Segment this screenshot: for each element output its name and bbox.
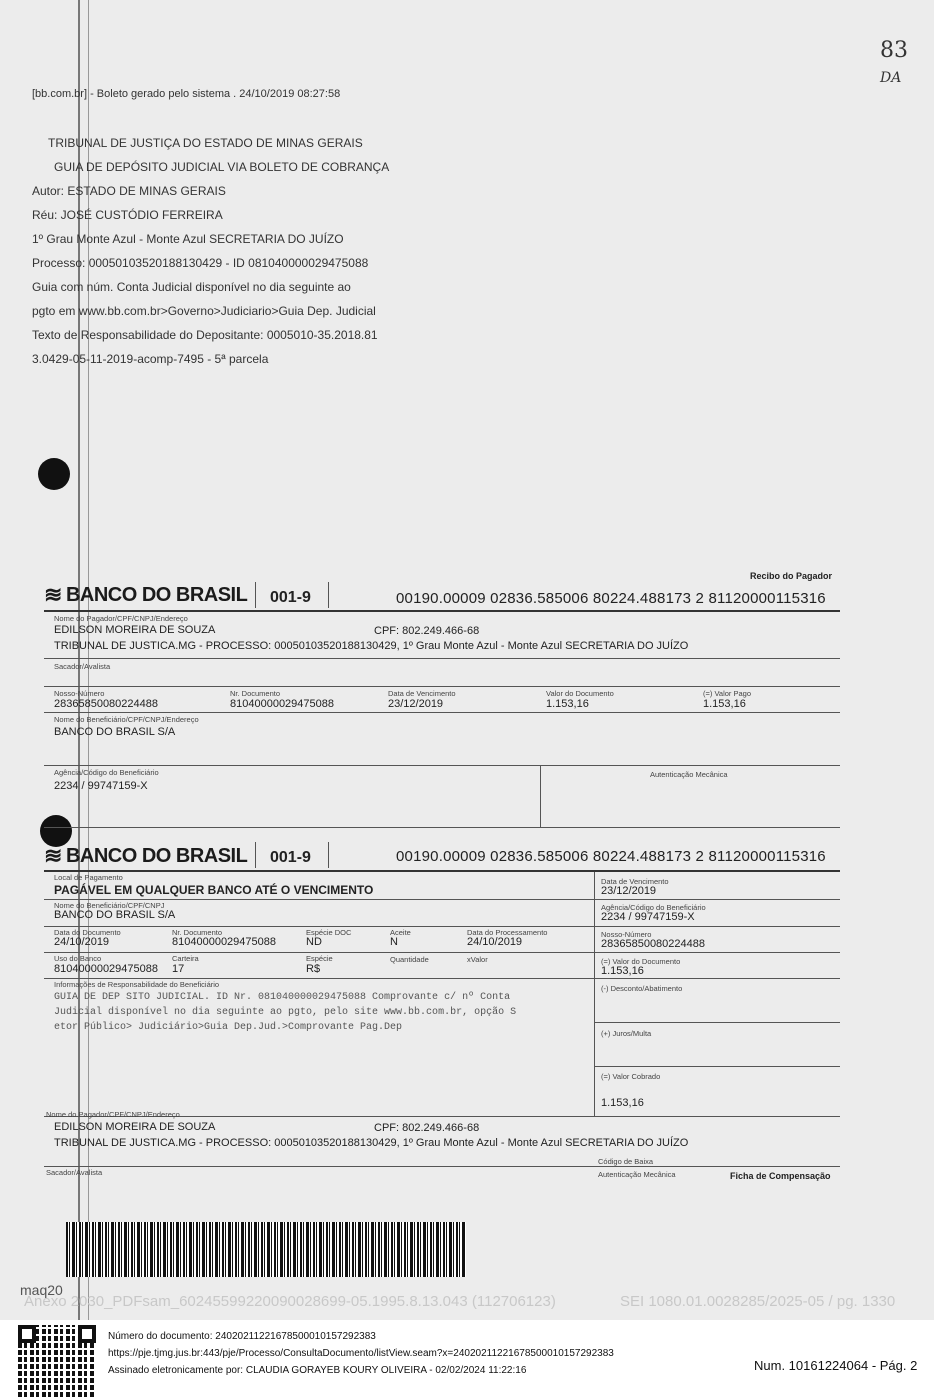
intro-line: Réu: JOSÉ CUSTÓDIO FERREIRA <box>32 208 223 222</box>
bank-logo-icon: ≋ <box>44 582 62 607</box>
field-label: Agência/Código do Beneficiário <box>601 903 706 912</box>
info-line: Judicial disponível no dia seguinte ao pgto, pelo site www.bb.com.br, opção S <box>54 1007 517 1018</box>
aceite: N <box>390 936 398 948</box>
field-label: (=) Valor Pago <box>703 689 752 698</box>
field-label: Nome do Beneficiário/CPF/CNPJ <box>54 901 165 910</box>
field-label: Sacador/Avalista <box>46 1168 103 1177</box>
scanner-id: maq20 <box>20 1282 63 1298</box>
boleto-barcode <box>66 1222 466 1277</box>
recibo-title: Recibo do Pagador <box>750 571 833 581</box>
field-label: Nome do Pagador/CPF/CNPJ/Endereço <box>54 614 188 623</box>
field-label: Quantidade <box>390 955 429 964</box>
field-label: Data do Processamento <box>467 928 548 937</box>
valor-documento: 1.153,16 <box>601 965 644 977</box>
carteira: 17 <box>172 963 185 975</box>
data-vencimento: 23/12/2019 <box>388 698 444 710</box>
field-label: (+) Juros/Multa <box>601 1029 652 1038</box>
field-label: (=) Valor Cobrado <box>601 1072 661 1081</box>
linha-digitavel: 00190.00009 02836.585006 80224.488173 2 81120000115316 <box>396 848 826 865</box>
nr-documento: 81040000029475088 <box>230 698 335 710</box>
watermark-right: SEI 1080.01.0028285/2025-05 / pg. 1330 <box>620 1293 896 1310</box>
uso-do-banco: 81040000029475088 <box>54 963 159 975</box>
field-label: Sacador/Avalista <box>54 662 111 671</box>
footer-doc-number: Número do documento: 24020211221678500010157292383 <box>108 1331 376 1342</box>
field-label: Nosso-Número <box>601 930 652 939</box>
info-line: GUIA DE DEP SITO JUDICIAL. ID Nr. 081040000029475088 Comprovante c/ nº Conta <box>54 992 511 1003</box>
field-label: Nosso-Número <box>54 689 105 698</box>
intro-line: 1º Grau Monte Azul - Monte Azul SECRETARIA DO JUÍZO <box>32 232 344 246</box>
linha-digitavel: 00190.00009 02836.585006 80224.488173 2 81120000115316 <box>396 590 826 607</box>
watermark-left: Anexo 2030_PDFsam_60245599220090028699-05.1995.8.13.043 (112706123) <box>24 1293 556 1310</box>
bank-logo-icon: ≋ <box>44 843 62 868</box>
data-vencimento: 23/12/2019 <box>601 885 657 897</box>
qr-code <box>18 1325 96 1397</box>
valor-documento: 1.153,16 <box>546 698 589 710</box>
field-label: Nome do Beneficiário/CPF/CNPJ/Endereço <box>54 715 199 724</box>
pagador-address: TRIBUNAL DE JUSTICA.MG - PROCESSO: 00050103520188130429, 1º Grau Monte Azul - Monte Azul SECRETARIA DO JUÍZO <box>54 640 689 652</box>
field-label: Informações de Responsabilidade do Beneficiário <box>54 980 220 989</box>
nr-documento: 81040000029475088 <box>172 936 277 948</box>
pagador-address: TRIBUNAL DE JUSTICA.MG - PROCESSO: 00050103520188130429, 1º Grau Monte Azul - Monte Azul SECRETARIA DO JUÍZO <box>54 1137 689 1149</box>
bank-logo <box>44 843 247 869</box>
field-label: Aceite <box>390 928 411 937</box>
footer-url[interactable]: https://pje.tjmg.jus.br:443/pje/Processo/ConsultaDocumento/listView.seam?x=24020211221678500010157292383 <box>108 1348 614 1359</box>
pagador-cpf: CPF: 802.249.466-68 <box>374 1122 480 1134</box>
intro-line: Processo: 00050103520188130429 - ID 081040000029475088 <box>32 256 369 270</box>
intro-line: Texto de Responsabilidade do Depositante: 0005010-35.2018.81 <box>32 328 378 342</box>
field-label: Código de Baixa <box>598 1157 654 1166</box>
field-label: Uso do Banco <box>54 954 102 963</box>
info-line: etor Público> Judiciário>Guia Dep.Jud.>Comprovante Pag.Dep <box>54 1022 403 1033</box>
intro-line: pgto em www.bb.com.br>Governo>Judiciario>Guia Dep. Judicial <box>32 304 376 318</box>
beneficiario: BANCO DO BRASIL S/A <box>54 726 176 738</box>
footer-signature: Assinado eletronicamente por: CLAUDIA GORAYEB KOURY OLIVEIRA - 02/02/2024 11:22:16 <box>108 1365 527 1376</box>
valor-cobrado: 1.153,16 <box>601 1097 644 1109</box>
ficha-compensacao-label: Ficha de Compensação <box>730 1171 831 1181</box>
field-label: Carteira <box>172 954 199 963</box>
bank-logo <box>44 582 247 608</box>
intro-line: GUIA DE DEPÓSITO JUDICIAL VIA BOLETO DE COBRANÇA <box>54 160 390 174</box>
agencia-codigo: 2234 / 99747159-X <box>54 780 148 792</box>
agencia-codigo: 2234 / 99747159-X <box>601 911 695 923</box>
nosso-numero: 28365850080224488 <box>54 698 159 710</box>
intro-line: Guia com núm. Conta Judicial disponível no dia seguinte ao <box>32 280 351 294</box>
punch-hole <box>38 458 70 490</box>
intro-line: TRIBUNAL DE JUSTIÇA DO ESTADO DE MINAS GERAIS <box>48 136 363 150</box>
field-label: Nr. Documento <box>172 928 223 937</box>
field-label: Nr. Documento <box>230 689 281 698</box>
field-label: Autenticação Mecânica <box>598 1170 676 1179</box>
data-processamento: 24/10/2019 <box>467 936 523 948</box>
boleto-header-line: [bb.com.br] - Boleto gerado pelo sistema . 24/10/2019 08:27:58 <box>32 88 341 100</box>
field-label: (-) Desconto/Abatimento <box>601 984 683 993</box>
data-documento: 24/10/2019 <box>54 936 110 948</box>
field-label: Data de Vencimento <box>601 877 669 886</box>
field-label: Data do Documento <box>54 928 121 937</box>
valor-pago: 1.153,16 <box>703 698 746 710</box>
bank-name: BANCO DO BRASIL <box>65 583 248 606</box>
footer-page-number: Num. 10161224064 - Pág. 2 <box>754 1358 918 1373</box>
bank-name: BANCO DO BRASIL <box>65 844 248 867</box>
pagador-cpf: CPF: 802.249.466-68 <box>374 625 480 637</box>
especie-doc: ND <box>306 936 322 948</box>
intro-line: 3.0429-05-11-2019-acomp-7495 - 5ª parcela <box>32 352 269 366</box>
pagador-name: EDILSON MOREIRA DE SOUZA <box>54 1121 216 1133</box>
intro-line: Autor: ESTADO DE MINAS GERAIS <box>32 184 226 198</box>
field-label: Nome do Pagador/CPF/CNPJ/Endereço <box>46 1110 180 1119</box>
bank-code: 001-9 <box>270 849 311 866</box>
field-label: (=) Valor do Documento <box>601 957 681 966</box>
nosso-numero: 28365850080224488 <box>601 938 706 950</box>
especie: R$ <box>306 963 321 975</box>
pagador-name: EDILSON MOREIRA DE SOUZA <box>54 624 216 636</box>
field-label: Agência/Código do Beneficiário <box>54 768 159 777</box>
field-label: xValor <box>467 955 488 964</box>
field-label: Autenticação Mecânica <box>650 770 728 779</box>
local-pagamento: PAGÁVEL EM QUALQUER BANCO ATÉ O VENCIMENTO <box>54 883 374 897</box>
field-label: Espécie DOC <box>306 928 352 937</box>
field-label: Data de Vencimento <box>388 689 456 698</box>
field-label: Valor do Documento <box>546 689 614 698</box>
field-label: Local de Pagamento <box>54 873 123 882</box>
bank-code: 001-9 <box>270 589 311 606</box>
field-label: Espécie <box>306 954 333 963</box>
beneficiario: BANCO DO BRASIL S/A <box>54 909 176 921</box>
handwritten-page-number: 83 <box>880 38 908 63</box>
handwritten-note: DA <box>880 70 902 86</box>
